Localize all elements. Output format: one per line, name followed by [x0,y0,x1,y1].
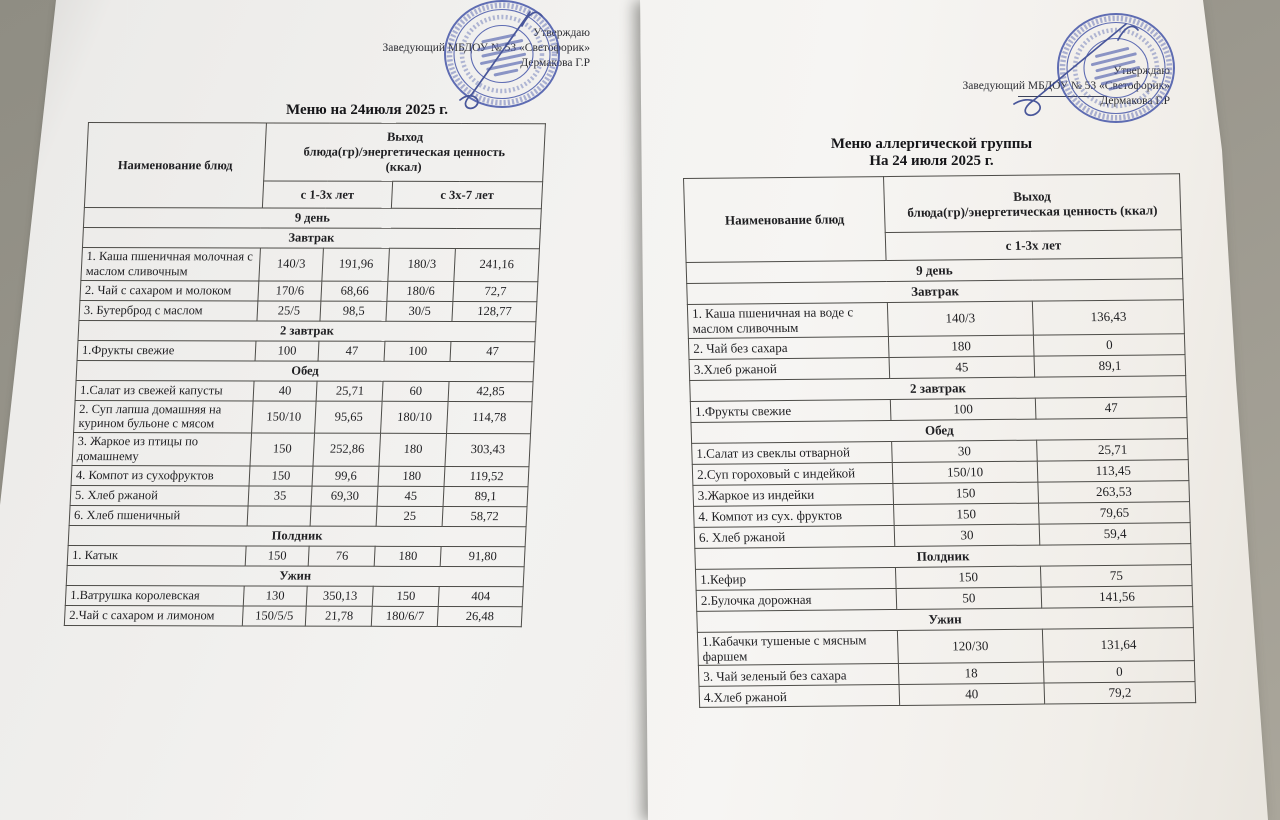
menu-row [71,465,529,486]
approval-line: Заведующий МБДОУ № 53 «Светофорик» [382,42,590,54]
menu-row [697,627,1194,665]
value-cell: 47 [318,341,385,361]
value-cell: 0 [1034,333,1185,355]
value-cell: 40 [253,380,318,400]
value-cell: 150 [245,545,310,565]
value-cell: 25/5 [257,300,322,320]
value-cell: 130 [243,585,308,605]
value-cell: 150 [373,586,440,606]
value-cell [311,506,378,526]
value-cell: 42,85 [448,381,533,401]
approval-line: Дермакова Г.Р [1100,95,1170,107]
value-cell: 76 [309,546,376,566]
value-cell: 404 [438,586,523,606]
value-cell: 170/6 [257,280,322,300]
value-cell: 89,1 [1034,354,1185,376]
value-cell: 91,80 [440,546,525,566]
dish-name: 2.Суп гороховый с индейкой [692,462,892,485]
value-cell: 95,65 [315,401,382,434]
dish-name: 2. Чай с сахаром и молоком [80,280,258,300]
value-cell: 47 [1036,396,1187,418]
value-cell: 45 [889,356,1035,378]
dish-name: 4. Компот из сух. фруктов [694,504,894,527]
dish-name: 2. Чай без сахара [688,336,888,359]
value-cell: 136,43 [1033,300,1185,335]
value-cell: 150 [893,482,1039,504]
value-cell: 100 [890,398,1036,420]
dish-name: 3.Жаркое из индейки [693,483,893,506]
age-group-header: с 1-3х лет [885,230,1182,261]
value-cell: 128,77 [452,301,537,321]
value-cell: 252,86 [313,433,380,466]
value-cell: 98,5 [320,301,387,321]
value-cell: 59,4 [1039,522,1190,544]
value-cell: 150 [250,433,315,466]
value-cell: 100 [384,341,451,361]
value-cell: 58,72 [442,506,527,526]
value-cell: 141,56 [1041,585,1192,607]
dish-name: 1.Салат из свеклы отварной [692,441,892,464]
name-column-header: Наименование блюд [684,177,886,263]
dish-name: 2. Суп лапша домашняя на курином бульоне с мясом [74,400,253,433]
value-cell: 40 [899,683,1045,705]
value-cell: 99,6 [312,466,379,486]
value-cell: 0 [1044,661,1195,683]
dish-name: 1.Ватрушка королевская [65,585,243,605]
value-cell: 150 [249,465,314,485]
value-cell: 180/10 [381,401,448,434]
value-cell: 191,96 [322,248,389,281]
dish-name: 2.Чай с сахаром и лимоном [64,605,242,625]
value-cell: 72,7 [453,281,538,301]
value-cell: 45 [377,486,444,506]
value-cell: 21,78 [306,606,373,626]
value-cell: 180 [378,466,445,486]
value-cell: 69,30 [312,486,379,506]
value-cell: 89,1 [443,486,528,506]
value-cell: 180/3 [388,248,455,281]
section-label: Обед [691,417,1188,443]
value-cell: 180 [374,546,441,566]
value-cell: 79,65 [1039,501,1190,523]
dish-name: 6. Хлеб пшеничный [69,505,247,525]
menu-row [77,340,535,361]
dish-name: 3. Жаркое из птицы по домашнему [72,433,251,466]
value-cell: 150/5/5 [242,605,307,625]
section-row [66,565,524,586]
menu-row [72,433,531,467]
name-column-header: Наименование блюд [84,123,266,208]
value-cell: 140/3 [887,301,1034,336]
section-label: 9 день [686,258,1183,284]
menu-row [81,248,540,282]
section-label: Обед [76,360,534,381]
value-cell: 150 [895,566,1041,588]
dish-name: 1. Каша пшеничная молочная с маслом сливочным [81,248,260,281]
value-cell: 25,71 [1037,438,1188,460]
section-label: Завтрак [687,279,1184,305]
value-cell: 100 [255,340,320,360]
value-cell: 35 [248,485,313,505]
table-header-row [86,123,546,182]
menu-row [80,280,538,301]
value-cell: 263,53 [1038,480,1189,502]
table-header-row [684,174,1182,235]
round-stamp-icon [438,0,568,118]
value-cell: 60 [382,381,449,401]
menu-table-allergy [683,173,1196,708]
right-doc-title: Меню аллергической группы На 24 июля 2025 г. [830,136,1033,169]
output-column-header: Выход блюда(гр)/энергетическая ценность (ккал) [883,174,1181,233]
menu-row [64,605,522,626]
value-cell: 180 [888,335,1034,357]
value-cell: 150/10 [251,400,316,433]
approval-line: Утверждаю [1113,65,1170,77]
section-row [82,228,540,249]
section-label: 2 завтрак [78,320,536,341]
dish-name: 6. Хлеб ржаной [694,525,894,548]
dish-name: 1. Катык [67,545,245,565]
approval-line: Утверждаю [533,27,590,39]
section-label: Завтрак [82,228,540,249]
dish-name: 3. Чай зеленый без сахара [698,664,898,687]
section-row [76,360,534,381]
day-row [83,208,541,229]
value-cell: 30 [894,524,1040,546]
menu-row [687,300,1184,338]
age-group-header: с 3х-7 лет [392,181,543,208]
value-cell: 30 [891,440,1037,462]
value-cell: 120/30 [897,629,1044,664]
dish-name: 3.Хлеб ржаной [689,357,889,380]
dish-name: 2.Булочка дорожная [696,588,896,611]
value-cell: 79,2 [1044,682,1195,704]
value-cell: 113,45 [1038,459,1189,481]
value-cell: 18 [898,662,1044,684]
dish-name: 3. Бутерброд с маслом [79,300,257,320]
menu-row [79,300,537,321]
approval-line: Дермакова Г.Р [520,57,590,69]
value-cell: 241,16 [454,248,539,281]
value-cell: 303,43 [445,433,530,466]
dish-name: 4. Компот из сухофруктов [71,465,249,485]
value-cell: 131,64 [1043,627,1195,662]
value-cell: 140/3 [258,248,323,281]
menu-row [699,682,1196,708]
section-label: Полдник [68,525,526,546]
value-cell: 25,71 [317,381,384,401]
left-doc-title: Меню на 24июля 2025 г. [286,102,448,118]
value-cell: 30/5 [386,301,453,321]
value-cell: 119,52 [444,466,529,486]
value-cell: 180/6/7 [372,606,439,626]
section-row [78,320,536,341]
dish-name: 1.Кабачки тушеные с мясным фаршем [697,630,898,666]
menu-row [75,380,533,401]
value-cell: 26,48 [437,606,522,626]
value-cell: 150/10 [892,461,1038,483]
dish-name: 1.Фрукты свежие [690,399,890,422]
section-label: 9 день [83,208,541,229]
age-group-header: с 1-3х лет [262,181,393,208]
value-cell [247,505,312,525]
value-cell: 180/6 [387,281,454,301]
dish-name: 1. Каша пшеничная на воде с маслом сливочным [687,303,888,339]
dish-name: 4.Хлеб ржаной [699,685,899,708]
value-cell: 114,78 [447,401,532,434]
menu-row [70,485,528,506]
section-row [68,525,526,546]
value-cell: 47 [450,341,535,361]
menu-row [67,545,525,566]
menu-row [65,585,523,606]
menu-row [69,505,527,526]
value-cell: 50 [896,587,1042,609]
value-cell: 68,66 [321,281,388,301]
dish-name: 1.Фрукты свежие [77,340,255,360]
round-stamp-icon [1008,6,1188,132]
output-column-header: Выход блюда(гр)/энергетическая ценность (ккал) [263,123,545,182]
value-cell: 150 [893,503,1039,525]
value-cell: 75 [1041,564,1192,586]
approval-line: Заведующий МБДОУ № 53 «Светофорик» [962,80,1170,92]
value-cell: 25 [376,506,443,526]
dish-name: 1.Салат из свежей капусты [75,380,253,400]
section-label: 2 завтрак [690,375,1187,401]
value-cell: 350,13 [307,586,374,606]
value-cell: 180 [379,433,446,466]
menu-table-main [64,122,546,627]
menu-row [74,400,533,434]
dish-name: 1.Кефир [695,567,895,590]
section-label: Ужин [66,565,524,586]
dish-name: 5. Хлеб ржаной [70,485,248,505]
section-label: Ужин [697,606,1194,632]
section-label: Полдник [695,543,1192,569]
